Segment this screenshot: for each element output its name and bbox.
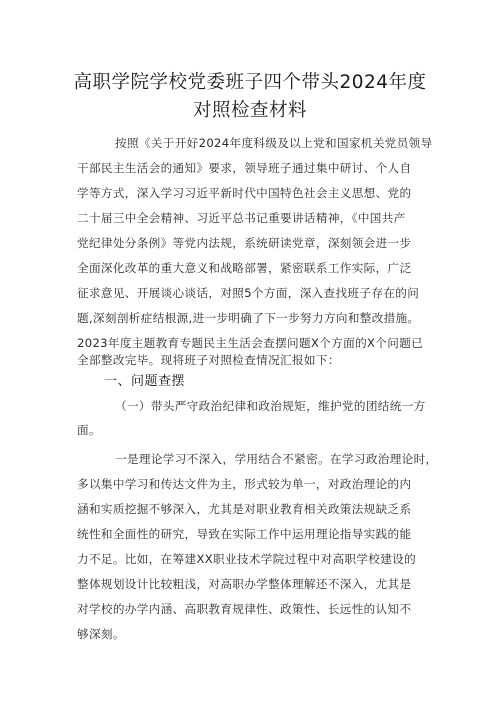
body-line: 力不足。比如，在筹建XX职业技术学院过程中对高职学校建设的 xyxy=(77,552,417,566)
body-line: 按照《关于开好2024年度科级及以上党和国家机关党员领导 xyxy=(115,136,433,150)
document-title-line1: 高职学院学校党委班子四个带头2024年度 xyxy=(73,72,427,93)
body-line: 一是理论学习不深入，学用结合不紧密。在学习政治理论时， xyxy=(115,452,438,466)
body-line: 涵和实质挖掘不够深入，尤其是对职业教育相关政策法规缺乏系 xyxy=(77,502,412,516)
body-line: 题,深刻剖析症结根源,进一步明确了下一步努力方向和整改措施。 xyxy=(77,311,420,325)
body-line: 干部民主生活会的通知》要求，领导班子通过集中研讨、个人自 xyxy=(77,161,412,175)
body-line: 党纪律处分条例》等党内法规，系统研读党章，深刻领会进一步 xyxy=(77,236,412,250)
subsection-line: （一）带头严守政治纪律和政治规矩，维护党的团结统一方 xyxy=(115,399,426,413)
body-line: 2023年度主题教育专题民主生活会查摆问题X个方面的X个问题已 xyxy=(77,336,424,350)
body-line: 多以集中学习和传达文件为主，形式较为单一，对政治理论的内 xyxy=(77,477,412,491)
body-line: 二十届三中全会精神、习近平总书记重要讲话精神，《中国共产 xyxy=(77,211,406,225)
body-line: 征求意见、开展谈心谈话，对照5个方面，深入查找班子存在的问 xyxy=(77,286,420,300)
body-line: 全部整改完毕。现将班子对照检查情况汇报如下： xyxy=(77,353,340,367)
body-line: 全面深化改革的重大意义和战略部署，紧密联系工作实际，广泛 xyxy=(77,261,412,275)
body-line: 学等方式，深入学习习近平新时代中国特色社会主义思想、党的 xyxy=(77,186,412,200)
body-line: 整体规划设计比较粗浅，对高职办学整体理解还不深入，尤其是 xyxy=(77,577,412,591)
section-heading: 一、问题查摆 xyxy=(104,374,186,389)
body-line: 够深刻。 xyxy=(77,627,125,641)
subsection-line: 面。 xyxy=(77,423,101,437)
body-line: 对学校的办学内涵、高职教育规律性、政策性、长远性的认知不 xyxy=(77,602,412,616)
body-line: 统性和全面性的研究，导致在实际工作中运用理论指导实践的能 xyxy=(77,527,412,541)
document-title-line2: 对照检查材料 xyxy=(192,100,307,121)
